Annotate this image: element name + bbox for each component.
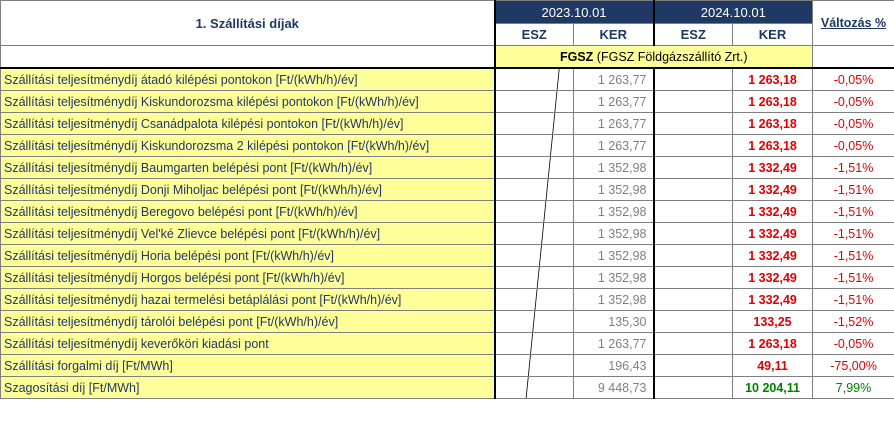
change-value: -1,51% — [813, 201, 894, 223]
table-row — [1, 355, 894, 377]
change-value: -0,05% — [813, 135, 894, 157]
ker-2023-value: 1 263,77 — [574, 135, 654, 157]
operator-full: (FGSZ Földgázszállító Zrt.) — [593, 49, 748, 64]
esz-2024-cell — [654, 223, 733, 245]
esz-2023-cell — [495, 333, 574, 355]
esz-2024-header: ESZ — [654, 24, 733, 46]
change-value: -1,52% — [813, 311, 894, 333]
esz-2023-cell — [495, 68, 574, 91]
esz-2023-cell — [495, 91, 574, 113]
strike-line — [496, 333, 574, 355]
table-title: 1. Szállítási díjak — [1, 1, 495, 46]
esz-2023-cell — [495, 201, 574, 223]
esz-2023-cell — [495, 223, 574, 245]
esz-2023-header: ESZ — [495, 24, 574, 46]
table-row — [1, 91, 894, 113]
ker-2024-header: KER — [733, 24, 813, 46]
ker-2023-value: 1 352,98 — [574, 245, 654, 267]
row-label: Szállítási teljesítménydíj Csanádpalota kilépési pontokon [Ft/(kWh/h)/év] — [1, 113, 495, 135]
operator-row — [1, 46, 894, 69]
esz-2023-cell — [495, 245, 574, 267]
ker-2024-value: 10 204,11 — [733, 377, 813, 399]
change-value: -1,51% — [813, 157, 894, 179]
strike-line — [496, 245, 574, 267]
esz-2024-cell — [654, 201, 733, 223]
operator-change-spacer — [813, 46, 894, 69]
change-value: -0,05% — [813, 68, 894, 91]
change-value: -1,51% — [813, 179, 894, 201]
row-label: Szállítási teljesítménydíj Kiskundorozsma 2 kilépési pontokon [Ft/(kWh/h)/év] — [1, 135, 495, 157]
ker-2024-value: 1 332,49 — [733, 157, 813, 179]
change-value: -0,05% — [813, 91, 894, 113]
row-label: Szagosítási díj [Ft/MWh] — [1, 377, 495, 399]
ker-2024-value: 1 263,18 — [733, 135, 813, 157]
row-label: Szállítási teljesítménydíj Horia belépési pont [Ft/(kWh/h)/év] — [1, 245, 495, 267]
esz-2024-cell — [654, 113, 733, 135]
ker-2023-value: 9 448,73 — [574, 377, 654, 399]
row-label: Szállítási forgalmi díj [Ft/MWh] — [1, 355, 495, 377]
esz-2024-cell — [654, 355, 733, 377]
esz-2023-cell — [495, 179, 574, 201]
strike-line — [496, 69, 574, 91]
esz-2023-cell — [495, 355, 574, 377]
operator-short: FGSZ — [559, 49, 594, 64]
table-row — [1, 113, 894, 135]
esz-2024-cell — [654, 377, 733, 399]
ker-2023-value: 1 352,98 — [574, 201, 654, 223]
esz-2024-cell — [654, 333, 733, 355]
row-label: Szállítási teljesítménydíj Beregovo belépési pont [Ft/(kWh/h)/év] — [1, 201, 495, 223]
esz-2024-cell — [654, 91, 733, 113]
row-label: Szállítási teljesítménydíj tárolói belépési pont [Ft/(kWh/h)/év] — [1, 311, 495, 333]
strike-line — [496, 289, 574, 311]
date-2023-header: 2023.10.01 — [495, 1, 654, 24]
esz-2024-cell — [654, 157, 733, 179]
change-value: -1,51% — [813, 289, 894, 311]
esz-2024-cell — [654, 311, 733, 333]
strike-line — [496, 223, 574, 245]
table-row — [1, 223, 894, 245]
operator-name — [495, 46, 813, 69]
ker-2024-value: 1 332,49 — [733, 245, 813, 267]
esz-2023-cell — [495, 377, 574, 399]
ker-2024-value: 1 332,49 — [733, 201, 813, 223]
ker-2023-value: 1 352,98 — [574, 179, 654, 201]
ker-2023-value: 1 263,77 — [574, 333, 654, 355]
change-value: -1,51% — [813, 267, 894, 289]
change-value: -75,00% — [813, 355, 894, 377]
row-label: Szállítási teljesítménydíj Kiskundorozsma kilépési pontokon [Ft/(kWh/h)/év] — [1, 91, 495, 113]
ker-2024-value: 49,11 — [733, 355, 813, 377]
esz-2023-cell — [495, 135, 574, 157]
esz-2024-cell — [654, 68, 733, 91]
strike-line — [496, 311, 574, 333]
ker-2024-value: 1 332,49 — [733, 267, 813, 289]
esz-2024-cell — [654, 179, 733, 201]
header-row-dates — [1, 1, 894, 24]
ker-2024-value: 1 332,49 — [733, 289, 813, 311]
ker-2023-value: 1 352,98 — [574, 223, 654, 245]
ker-2024-value: 1 263,18 — [733, 113, 813, 135]
change-header: Változás % — [813, 1, 894, 46]
esz-2023-cell — [495, 311, 574, 333]
ker-2023-value: 1 352,98 — [574, 267, 654, 289]
esz-2023-cell — [495, 267, 574, 289]
table-row — [1, 179, 894, 201]
esz-2024-cell — [654, 289, 733, 311]
ker-2023-value: 1 263,77 — [574, 113, 654, 135]
table-row — [1, 135, 894, 157]
strike-line — [496, 91, 574, 113]
ker-2023-value: 1 263,77 — [574, 68, 654, 91]
change-value: -1,51% — [813, 223, 894, 245]
ker-2023-value: 1 352,98 — [574, 289, 654, 311]
esz-2023-cell — [495, 113, 574, 135]
strike-line — [496, 135, 574, 157]
table-row — [1, 377, 894, 399]
change-value: -0,05% — [813, 333, 894, 355]
table-row — [1, 68, 894, 91]
ker-2023-value: 196,43 — [574, 355, 654, 377]
change-value: -1,51% — [813, 245, 894, 267]
table-row — [1, 245, 894, 267]
row-label: Szállítási teljesítménydíj Horgos belépési pont [Ft/(kWh/h)/év] — [1, 267, 495, 289]
esz-2024-cell — [654, 245, 733, 267]
ker-2024-value: 1 263,18 — [733, 333, 813, 355]
table-row — [1, 157, 894, 179]
row-label: Szállítási teljesítménydíj Donji Miholjac belépési pont [Ft/(kWh/h)/év] — [1, 179, 495, 201]
row-label: Szállítási teljesítménydíj hazai termelési betáplálási pont [Ft/(kWh/h)/év] — [1, 289, 495, 311]
row-label: Szállítási teljesítménydíj átadó kilépési pontokon [Ft/(kWh/h)/év] — [1, 68, 495, 91]
row-label: Szállítási teljesítménydíj keverőköri kiadási pont — [1, 333, 495, 355]
date-2024-header: 2024.10.01 — [654, 1, 813, 24]
table-row — [1, 333, 894, 355]
ker-2023-value: 135,30 — [574, 311, 654, 333]
esz-2023-cell — [495, 289, 574, 311]
table-row — [1, 311, 894, 333]
strike-line — [496, 157, 574, 179]
ker-2024-value: 1 332,49 — [733, 223, 813, 245]
ker-2024-value: 1 263,18 — [733, 91, 813, 113]
table-row — [1, 267, 894, 289]
operator-spacer — [1, 46, 495, 69]
strike-line — [496, 113, 574, 135]
change-value: -0,05% — [813, 113, 894, 135]
table-row — [1, 201, 894, 223]
strike-line — [496, 267, 574, 289]
ker-2024-value: 1 332,49 — [733, 179, 813, 201]
ker-2023-header: KER — [574, 24, 654, 46]
strike-line — [496, 377, 574, 399]
ker-2024-value: 1 263,18 — [733, 68, 813, 91]
change-value: 7,99% — [813, 377, 894, 399]
ker-2023-value: 1 263,77 — [574, 91, 654, 113]
esz-2023-cell — [495, 157, 574, 179]
row-label: Szállítási teljesítménydíj Vel'ké Zlievce belépési pont [Ft/(kWh/h)/év] — [1, 223, 495, 245]
strike-line — [496, 201, 574, 223]
esz-2024-cell — [654, 267, 733, 289]
ker-2023-value: 1 352,98 — [574, 157, 654, 179]
esz-2024-cell — [654, 135, 733, 157]
strike-line — [496, 179, 574, 201]
row-label: Szállítási teljesítménydíj Baumgarten belépési pont [Ft/(kWh/h)/év] — [1, 157, 495, 179]
ker-2024-value: 133,25 — [733, 311, 813, 333]
strike-line — [496, 355, 574, 377]
table-row — [1, 289, 894, 311]
